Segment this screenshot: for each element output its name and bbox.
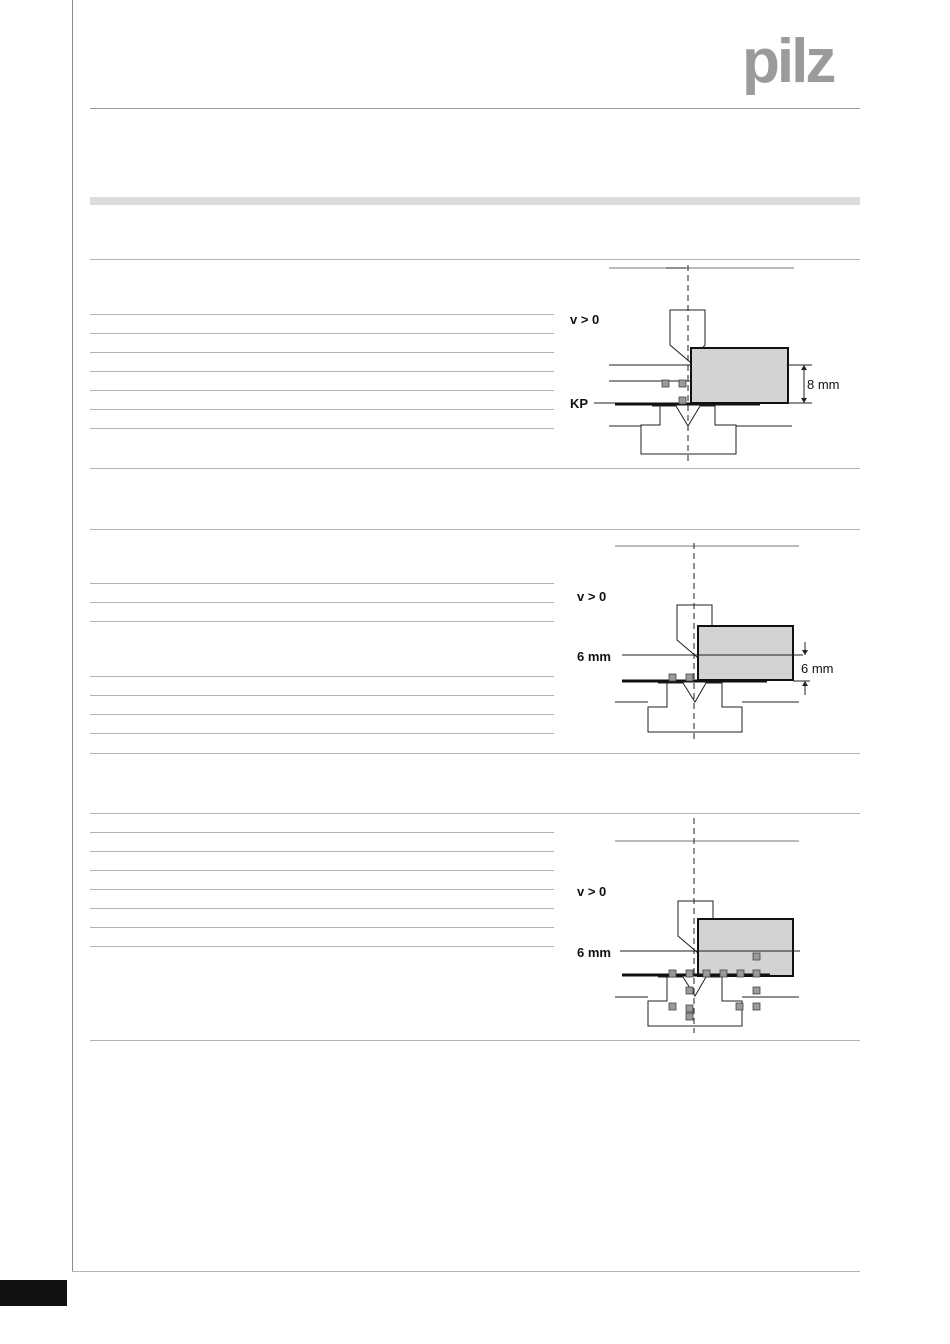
section-rule (90, 468, 860, 469)
table-row (90, 927, 554, 928)
figure-1 (560, 260, 860, 465)
table-row (90, 851, 554, 852)
section-rule (90, 813, 860, 814)
table-row (90, 409, 554, 410)
offset-label: 6 mm (577, 649, 611, 664)
table-row (90, 908, 554, 909)
figure-3 (560, 815, 860, 1035)
table-row (90, 870, 554, 871)
svg-text:pilz: pilz (742, 32, 834, 96)
page-tab (0, 1280, 67, 1306)
table-row (90, 352, 554, 353)
section-bar (90, 197, 860, 205)
table-row (90, 714, 554, 715)
margin-line (72, 0, 73, 1272)
section-rule (90, 529, 860, 530)
table-row (90, 583, 554, 584)
table-row (90, 371, 554, 372)
pilz-logo (742, 32, 862, 96)
kp-label: KP (570, 396, 589, 411)
table-row (90, 602, 554, 603)
table-row (90, 889, 554, 890)
table-row (90, 733, 554, 734)
table-row (90, 333, 554, 334)
table-row (90, 695, 554, 696)
header-rule (90, 108, 860, 109)
table-row (90, 390, 554, 391)
table-row (90, 621, 554, 622)
figure-2 (560, 535, 860, 745)
section-rule (90, 753, 860, 754)
table-row (90, 428, 554, 429)
press-brake-diagram-2 (560, 535, 860, 745)
speed-label: v > 0 (570, 312, 600, 327)
offset-label: 6 mm (577, 945, 611, 960)
speed-label: v > 0 (577, 589, 607, 604)
dimension-label: 8 mm (807, 377, 840, 392)
dimension-label: 6 mm (801, 661, 834, 676)
table-row (90, 832, 554, 833)
table-row (90, 946, 554, 947)
speed-label: v > 0 (577, 884, 607, 899)
press-brake-diagram-3 (560, 815, 860, 1035)
table-row (90, 676, 554, 677)
section-rule (90, 1040, 860, 1041)
table-row (90, 314, 554, 315)
press-brake-diagram-1 (560, 260, 860, 465)
footer-rule (72, 1271, 860, 1272)
